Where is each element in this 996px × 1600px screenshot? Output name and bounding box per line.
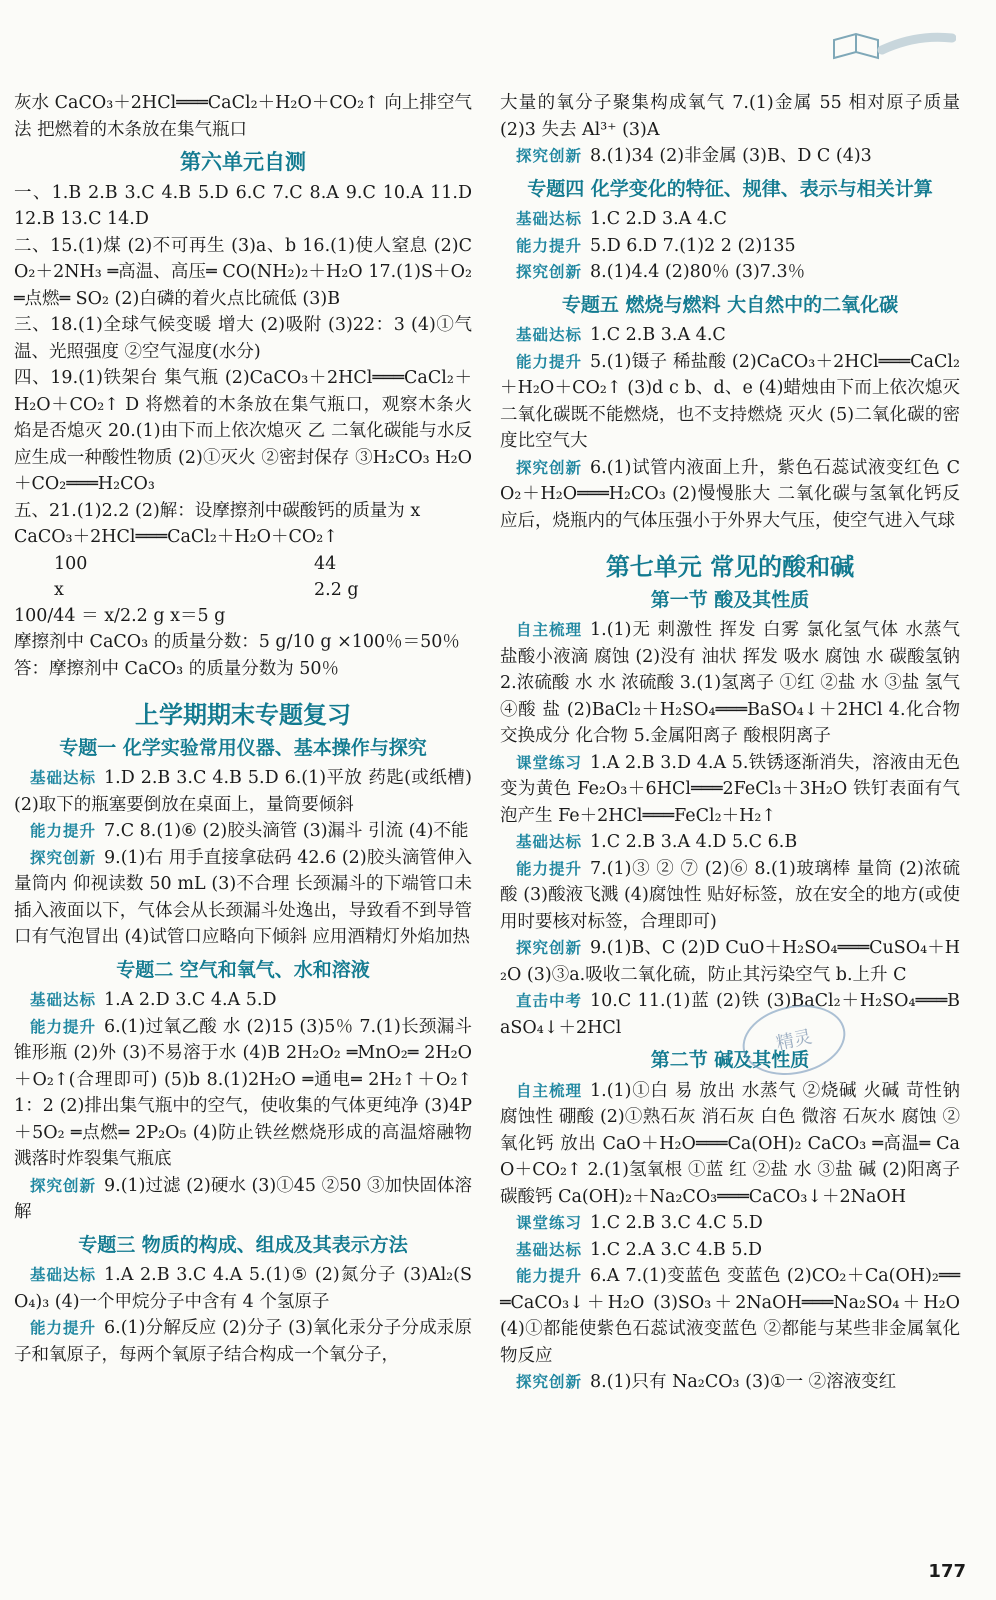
answer-text: 四、19.(1)铁架台 集气瓶 (2)CaCO₃＋2HCl═══CaCl₂＋H₂O＋CO₂↑ D 将燃着的木条放在集气瓶口，观察木条火焰是否熄灭 20.(1)由下而上依次熄灭 乙 二氧化碳能与水反应生成一种酸性物质 (2)①灭火 ②密封保存 ③H₂CO₃ H₂O＋CO₂═══H₂CO₃: [14, 368, 472, 494]
answer-block: [500, 1210, 960, 1237]
answer-text: 6.(1)试管内液面上升，紫色石蕊试液变红色 CO₂＋H₂O═══H₂CO₃ (2)慢慢胀大 二氧化碳与氢氧化钙反应后，烧瓶内的气体压强小于外界大气压，使空气进入气球: [500, 457, 960, 531]
answer-text: 5.(1)镊子 稀盐酸 (2)CaCO₃＋2HCl═══CaCl₂＋H₂O＋CO₂↑ (3)d c b、d、e (4)蜡烛由下而上依次熄灭 二氧化碳既不能燃烧，也不支持燃烧 灭火 (5)二氧化碳的密度比空气大: [500, 351, 960, 451]
answer-text: 5.D 6.D 7.(1)2 2 (2)135: [590, 235, 796, 256]
topic-heading: 第六单元自测: [180, 149, 306, 174]
answer-text: 1.C 2.B 3.C 4.C 5.D: [590, 1213, 763, 1233]
answer-block: [14, 1173, 472, 1226]
answer-text: 1.(1)无 刺激性 挥发 白雾 氯化氢气体 水蒸气 盐酸小液滴 腐蚀 (2)没有 油状 挥发 吸水 腐蚀 水 碳酸氢钠 2.浓硫酸 水 水 浓硫酸 3.(1)氢离子 ①红 ②盐 水 ③盐 氢气 ④酸 盐 (2)BaCl₂＋H₂SO₄═══BaSO₄↓＋2HCl 4.化合物 交换成分 化合物 5.金属阳离子 酸根阴离子: [500, 620, 960, 746]
answer-block: [500, 988, 960, 1041]
answer-block: [14, 987, 472, 1014]
answer-text: 1.(1)①白 易 放出 水蒸气 ②烧碱 火碱 苛性钠 腐蚀性 硼酸 (2)①熟石灰 消石灰 白色 微溶 石灰水 腐蚀 ②氧化钙 放出 CaO＋H₂O═══Ca(OH)₂ CaCO₃ ═高温═ CaO＋CO₂↑ 2.(1)氢氧根 ①蓝 红 ②盐 水 ③盐 碱 (2)阳离子 碳酸钙 Ca(OH)₂＋Na₂CO₃═══CaCO₃↓＋2NaOH: [500, 1080, 960, 1207]
answer-text: 1.C 2.A 3.C 4.B 5.D: [590, 1239, 763, 1260]
category-label: 课堂练习: [516, 1213, 583, 1232]
category-label: 能力提升: [516, 235, 583, 255]
answer-block: [500, 1263, 960, 1369]
right-column: [500, 90, 960, 1396]
answer-text: CaCO₃＋2HCl═══CaCl₂＋H₂O＋CO₂↑: [14, 527, 338, 547]
answer-text: 三、18.(1)全球气候变暖 增大 (2)吸附 (3)22：3 (4)①气温、光照强度 ②空气湿度(水分): [14, 315, 472, 362]
answer-block: [500, 829, 960, 856]
answer-block: [500, 935, 960, 988]
category-label: 基础达标: [30, 1265, 97, 1284]
answer-text: 8.(1)34 (2)非金属 (3)B、D C (4)3: [590, 146, 872, 166]
answer-text: 大量的氧分子聚集构成氧气 7.(1)金属 55 相对原子质量 (2)3 失去 Al³⁺ (3)A: [500, 93, 960, 140]
answer-text: 摩擦剂中 CaCO₃ 的质量分数：5 g/10 g ×100％＝50％: [14, 632, 460, 652]
stamp-text: 精灵: [774, 1026, 814, 1055]
answer-block: [500, 322, 960, 349]
answer-text: 6.A 7.(1)变蓝色 变蓝色 (2)CO₂＋Ca(OH)₂═══CaCO₃↓＋H₂O (3)SO₃＋2NaOH═══Na₂SO₄＋H₂O (4)①都能使紫色石蕊试液变蓝色 ②都能与某些非金属氧化物反应: [500, 1266, 960, 1366]
category-label: 基础达标: [516, 209, 583, 228]
category-label: 探究创新: [516, 146, 583, 165]
answer-block: [14, 1315, 472, 1368]
calculation-row: [14, 577, 472, 603]
answer-text: 1.C 2.D 3.A 4.C: [590, 209, 727, 229]
answer-block: [500, 143, 960, 170]
answer-text: 1.C 2.B 3.A 4.C: [590, 325, 726, 345]
category-label: 基础达标: [30, 990, 97, 1009]
answer-block: [500, 750, 960, 830]
answer-text: 100/44 ＝ x/2.2 g x＝5 g: [14, 605, 226, 626]
answer-block: [500, 349, 960, 455]
answer-block: [14, 1014, 472, 1173]
answer-text: 8.(1)4.4 (2)80％ (3)7.3％: [590, 262, 806, 282]
category-label: 探究创新: [516, 457, 583, 477]
answer-block: [500, 617, 960, 750]
answer-text: 灰水 CaCO₃＋2HCl═══CaCl₂＋H₂O＋CO₂↑ 向上排空气法 把燃着的木条放在集气瓶口: [14, 93, 472, 140]
answer-block: [14, 818, 472, 845]
calculation-row: [14, 551, 472, 577]
category-label: 基础达标: [516, 832, 583, 851]
topic-heading: 专题二 空气和氧气、水和溶液: [116, 958, 370, 981]
topic-heading: 专题四 化学变化的特征、规律、表示与相关计算: [527, 177, 933, 200]
calc-value: 2.2 g: [314, 579, 359, 600]
category-label: 能力提升: [30, 1016, 97, 1036]
answer-block: [500, 259, 960, 286]
answer-text: 9.(1)过滤 (2)硬水 (3)①45 ②50 ③加快固体溶解: [14, 1175, 472, 1222]
answer-text: 10.C 11.(1)蓝 (2)铁 (3)BaCl₂＋H₂SO₄═══BaSO₄↓＋2HCl: [500, 991, 960, 1038]
book-icon: [826, 28, 956, 70]
page-number: 177: [928, 1561, 966, 1582]
answer-block: [500, 856, 960, 936]
left-column: [14, 90, 472, 1368]
category-label: 基础达标: [516, 325, 583, 344]
category-label: 自主梳理: [516, 620, 583, 639]
answer-text: 7.(1)③ ② ⑦ (2)⑥ 8.(1)玻璃棒 量筒 (2)浓硫酸 (3)酸液飞溅 (4)腐蚀性 贴好标签，放在安全的地方(或使用时要核对标签，合理即可): [500, 858, 960, 932]
topic-heading: 专题三 物质的构成、组成及其表示方法: [78, 1233, 408, 1256]
answer-block: [500, 206, 960, 233]
category-label: 能力提升: [30, 821, 97, 840]
answer-text: 9.(1)B、C (2)D CuO＋H₂SO₄═══CuSO₄＋H₂O (3)③a.吸收二氧化硫，防止其污染空气 b.上升 C: [500, 938, 960, 985]
category-label: 探究创新: [516, 262, 583, 281]
calc-value: 100: [54, 553, 88, 574]
category-label: 探究创新: [516, 1372, 583, 1391]
answer-block: [14, 1262, 472, 1315]
answer-text: 9.(1)右 用手直接拿砝码 42.6 (2)胶头滴管伸入量筒内 仰视读数 50 mL (3)不合理 长颈漏斗的下端管口未插入液面以下，气体会从长颈漏斗处逸出，导致看不到导管口有气泡冒出 (4)试管口应略向下倾斜 应用酒精灯外焰加热: [14, 847, 472, 947]
answer-block: [14, 765, 472, 818]
topic-heading: 第一节 酸及其性质: [650, 588, 810, 611]
answer-text: 一、1.B 2.B 3.C 4.B 5.D 6.C 7.C 8.A 9.C 10.A 11.D 12.B 13.C 14.D: [14, 182, 472, 229]
answer-text: 6.(1)分解反应 (2)分子 (3)氧化汞分子分成汞原子和氧原子，每两个氧原子结合构成一个氧分子，: [14, 1318, 472, 1365]
answer-text: 1.A 2.B 3.D 4.A 5.铁锈逐渐消失，溶液由无色变为黄色 Fe₂O₃＋6HCl═══2FeCl₃＋3H₂O 铁钉表面有气泡产生 Fe＋2HCl═══FeCl₂＋H₂↑: [500, 752, 960, 826]
answer-block: [500, 1237, 960, 1264]
answer-text: 1.A 2.B 3.C 4.A 5.(1)⑤ (2)氮分子 (3)Al₂(SO₄)₃ (4)一个甲烷分子中含有 4 个氢原子: [14, 1265, 472, 1312]
answer-text: 答：摩擦剂中 CaCO₃ 的质量分数为 50％: [14, 658, 340, 679]
topic-heading: 第二节 碱及其性质: [650, 1049, 810, 1071]
calc-value: x: [54, 579, 64, 600]
answer-block: [500, 455, 960, 535]
answer-text: 7.C 8.(1)⑥ (2)胶头滴管 (3)漏斗 引流 (4)不能: [104, 821, 469, 841]
section-title: 上学期期末专题复习: [135, 700, 351, 729]
category-label: 直击中考: [516, 991, 583, 1010]
answer-block: [500, 1369, 960, 1396]
section-title: 第七单元 常见的酸和碱: [605, 552, 855, 581]
category-label: 探究创新: [516, 938, 583, 957]
category-label: 能力提升: [516, 858, 583, 878]
answer-block: [500, 233, 960, 260]
answer-block: [500, 1078, 960, 1211]
category-label: 基础达标: [30, 768, 97, 787]
category-label: 能力提升: [30, 1318, 97, 1337]
answer-text: 五、21.(1)2.2 (2)解：设摩擦剂中碳酸钙的质量为 x: [14, 500, 421, 521]
category-label: 探究创新: [30, 1175, 97, 1195]
topic-heading: 专题一 化学实验常用仪器、基本操作与探究: [59, 736, 427, 759]
category-label: 探究创新: [30, 847, 97, 867]
answer-text: 二、15.(1)煤 (2)不可再生 (3)a、b 16.(1)使人窒息 (2)CO₂＋2NH₃ ═高温、高压═ CO(NH₂)₂＋H₂O 17.(1)S＋O₂ ═点燃═ SO₂ (2)白磷的着火点比硫低 (3)B: [14, 235, 472, 309]
answer-text: 8.(1)只有 Na₂CO₃ (3)①一 ②溶液变红: [590, 1372, 897, 1392]
category-label: 基础达标: [516, 1239, 583, 1259]
calc-value: 44: [314, 553, 337, 574]
answer-text: 1.A 2.D 3.C 4.A 5.D: [104, 990, 277, 1010]
category-label: 自主梳理: [516, 1080, 583, 1100]
answer-block: [14, 845, 472, 951]
category-label: 课堂练习: [516, 752, 583, 772]
category-label: 能力提升: [516, 1266, 583, 1285]
topic-heading: 专题五 燃烧与燃料 大自然中的二氧化碳: [561, 293, 899, 316]
category-label: 能力提升: [516, 351, 583, 371]
answer-text: 1.C 2.B 3.A 4.D 5.C 6.B: [590, 832, 798, 852]
answer-text: 6.(1)过氧乙酸 水 (2)15 (3)5％ 7.(1)长颈漏斗 锥形瓶 (2)外 (3)不易溶于水 (4)B 2H₂O₂ ═MnO₂═ 2H₂O＋O₂↑(合理即可) (5)b 8.(1)2H₂O ═通电═ 2H₂↑＋O₂↑ 1：2 (2)排出集气瓶中的空气，使收集的气体更纯净 (3)4P＋5O₂ ═点燃═ 2P₂O₅ (4)防止铁丝燃烧形成的高温熔融物溅落时炸裂集气瓶底: [14, 1016, 472, 1169]
answer-text: 1.D 2.B 3.C 4.B 5.D 6.(1)平放 药匙(或纸槽) (2)取下的瓶塞要倒放在桌面上，量筒要倾斜: [14, 768, 472, 815]
